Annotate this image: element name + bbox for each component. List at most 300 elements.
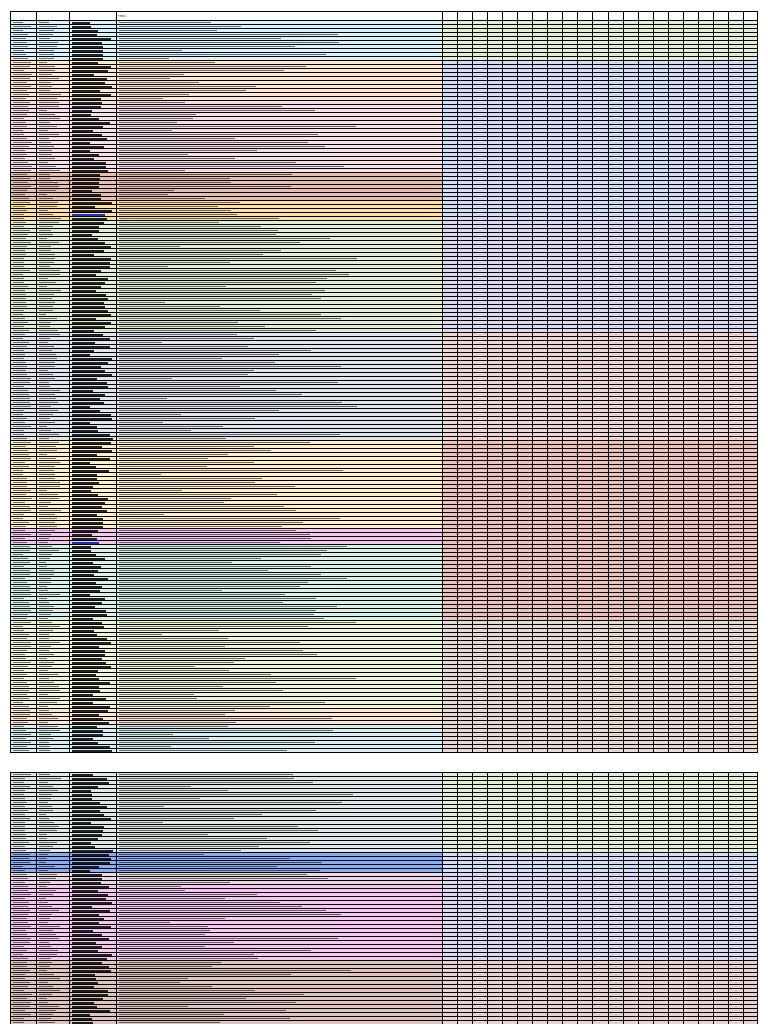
- rating-cell: [518, 241, 533, 244]
- rating-cell: [548, 417, 563, 420]
- rating-cell: [699, 261, 714, 264]
- rating-cell: [473, 113, 488, 116]
- rating-cell: [669, 421, 684, 424]
- cell-text-line: [39, 62, 47, 63]
- rating-cell: [624, 21, 639, 24]
- rating-cell: [563, 305, 578, 308]
- rating-cell: [473, 573, 488, 576]
- rating-cell: [744, 85, 758, 88]
- rating-cell: [654, 453, 669, 456]
- rating-cell: [654, 313, 669, 316]
- rating-cell: [518, 41, 533, 44]
- rating-cell: [548, 505, 563, 508]
- rating-cell: [518, 101, 533, 104]
- cell-text-line: [13, 674, 27, 675]
- cell-text-line: [13, 562, 30, 563]
- rating-cell: [458, 509, 473, 512]
- cell-text-line: [13, 190, 27, 191]
- row-description-cell: [117, 189, 443, 192]
- rating-cell: [669, 285, 684, 288]
- rating-cell: [533, 121, 548, 124]
- rating-cell: [443, 325, 458, 328]
- rating-cell: [443, 169, 458, 172]
- row-id-cell: [11, 41, 37, 44]
- cell-text-line: [39, 554, 52, 555]
- row-id-cell: [11, 597, 37, 600]
- rating-cell: [699, 385, 714, 388]
- rating-cell: [518, 625, 533, 628]
- rating-cell: [669, 401, 684, 404]
- rating-cell: [669, 129, 684, 132]
- rating-cell: [563, 405, 578, 408]
- rating-cell: [669, 85, 684, 88]
- rating-cell: [443, 301, 458, 304]
- row-description-cell: [117, 673, 443, 676]
- rating-cell: [548, 317, 563, 320]
- rating-cell: [548, 389, 563, 392]
- rating-cell: [609, 557, 624, 560]
- row-description-cell: [117, 529, 443, 532]
- row-description-cell: [117, 213, 443, 216]
- rating-cell: [684, 609, 699, 612]
- rating-cell: [624, 209, 639, 212]
- rating-cell: [729, 545, 744, 548]
- cell-text-line: [72, 566, 101, 568]
- row-function-cell: [70, 449, 117, 452]
- cell-text-line: [13, 526, 26, 527]
- rating-cell: [684, 369, 699, 372]
- rating-cell: [593, 681, 608, 684]
- rating-cell: [654, 461, 669, 464]
- rating-cell: [593, 657, 608, 660]
- cell-text-line: [13, 590, 30, 591]
- cell-text-line: [39, 206, 57, 207]
- row-description-cell: [117, 429, 443, 432]
- rating-cell: [578, 637, 593, 640]
- rating-cell: [684, 669, 699, 672]
- cell-text-line: [119, 378, 172, 379]
- rating-cell: [624, 277, 639, 280]
- rating-cell: [593, 173, 608, 176]
- rating-cell: [684, 485, 699, 488]
- cell-text-line: [39, 558, 50, 559]
- row-function-cell: [70, 465, 117, 468]
- cell-text-line: [72, 614, 107, 616]
- rating-cell: [488, 161, 503, 164]
- rating-cell: [548, 53, 563, 56]
- rating-cell: [699, 421, 714, 424]
- rating-cell: [744, 125, 758, 128]
- rating-cell: [729, 377, 744, 380]
- rating-cell: [609, 121, 624, 124]
- rating-cell: [669, 97, 684, 100]
- rating-cell: [578, 409, 593, 412]
- rating-cell: [714, 469, 729, 472]
- cell-text-line: [39, 386, 50, 387]
- cell-text-line: [72, 414, 111, 416]
- rating-cell: [669, 449, 684, 452]
- row-id-cell: [11, 665, 37, 668]
- rating-cell: [593, 101, 608, 104]
- cell-text-line: [13, 154, 27, 155]
- rating-cell: [548, 621, 563, 624]
- rating-cell: [729, 517, 744, 520]
- rating-cell: [548, 93, 563, 96]
- rating-cell: [699, 169, 714, 172]
- rating-cell: [714, 217, 729, 220]
- rating-cell: [563, 501, 578, 504]
- row-description-cell: [117, 121, 443, 124]
- rating-cell: [714, 37, 729, 40]
- cell-text-line: [72, 230, 99, 232]
- rating-cell: [609, 33, 624, 36]
- rating-cell: [684, 597, 699, 600]
- cell-text-line: [39, 434, 59, 435]
- rating-cell: [639, 41, 654, 44]
- row-description-cell: [117, 409, 443, 412]
- rating-cell: [654, 641, 669, 644]
- row-description-cell: [117, 549, 443, 552]
- row-item-cell: [37, 29, 70, 32]
- rating-cell: [744, 625, 758, 628]
- rating-cell: [593, 481, 608, 484]
- cell-text-line: [72, 174, 100, 176]
- rating-cell: [669, 281, 684, 284]
- row-function-cell: [70, 517, 117, 520]
- rating-cell: [729, 113, 744, 116]
- rating-cell: [488, 21, 503, 24]
- row-item-cell: [37, 273, 70, 276]
- rating-cell: [639, 557, 654, 560]
- rating-cell: [624, 185, 639, 188]
- rating-cell: [654, 509, 669, 512]
- rating-cell: [458, 145, 473, 148]
- rating-cell: [729, 157, 744, 160]
- rating-cell: [729, 629, 744, 632]
- rating-cell: [714, 473, 729, 476]
- rating-cell: [503, 465, 518, 468]
- rating-cell: [624, 333, 639, 336]
- cell-text-line: [72, 218, 107, 220]
- rating-cell: [443, 181, 458, 184]
- rating-cell: [699, 65, 714, 68]
- cell-text-line: [39, 478, 55, 479]
- rating-cell: [593, 445, 608, 448]
- row-description-cell: [117, 221, 443, 224]
- rating-cell: [669, 73, 684, 76]
- rating-cell: [533, 457, 548, 460]
- rating-cell: [729, 581, 744, 584]
- row-id-cell: [11, 269, 37, 272]
- rating-cell: [503, 281, 518, 284]
- cell-text-line: [119, 126, 356, 127]
- rating-cell: [684, 41, 699, 44]
- row-function-cell: [70, 241, 117, 244]
- rating-cell: [669, 65, 684, 68]
- row-item-cell: [37, 237, 70, 240]
- cell-text-line: [39, 566, 47, 567]
- rating-cell: [548, 177, 563, 180]
- cell-text-line: [39, 606, 54, 607]
- row-id-cell: [11, 61, 37, 64]
- rating-cell: [488, 325, 503, 328]
- rating-cell: [548, 405, 563, 408]
- row-description-cell: [117, 297, 443, 300]
- rating-cell: [744, 349, 758, 352]
- rating-cell: [533, 361, 548, 364]
- row-id-cell: [11, 373, 37, 376]
- row-description-cell: [117, 637, 443, 640]
- row-item-cell: [37, 645, 70, 648]
- row-description-cell: [117, 417, 443, 420]
- rating-cell: [488, 133, 503, 136]
- rating-cell: [503, 89, 518, 92]
- row-item-cell: [37, 469, 70, 472]
- rating-cell: [714, 41, 729, 44]
- cell-text-line: [39, 74, 52, 75]
- rating-cell: [473, 437, 488, 440]
- rating-cell: [548, 489, 563, 492]
- rating-cell: [684, 553, 699, 556]
- rating-cell: [699, 417, 714, 420]
- rating-cell: [609, 345, 624, 348]
- cell-text-line: [119, 646, 225, 647]
- rating-cell: [729, 53, 744, 56]
- rating-cell: [503, 321, 518, 324]
- rating-cell: [593, 105, 608, 108]
- row-id-cell: [11, 281, 37, 284]
- cell-text-line: [72, 646, 99, 648]
- rating-cell: [443, 69, 458, 72]
- rating-cell: [654, 369, 669, 372]
- rating-cell: [744, 401, 758, 404]
- rating-cell: [593, 309, 608, 312]
- cell-text-line: [13, 682, 27, 683]
- rating-cell: [669, 353, 684, 356]
- rating-cell: [533, 97, 548, 100]
- rating-cell: [548, 45, 563, 48]
- cell-text-line: [13, 422, 25, 423]
- rating-cell: [684, 181, 699, 184]
- cell-text-line: [119, 198, 205, 199]
- rating-cell: [654, 573, 669, 576]
- header-rating-cell: [624, 12, 639, 20]
- rating-cell: [624, 45, 639, 48]
- rating-cell: [488, 233, 503, 236]
- rating-cell: [473, 293, 488, 296]
- rating-cell: [578, 205, 593, 208]
- rating-cell: [714, 301, 729, 304]
- rating-cell: [458, 181, 473, 184]
- rating-cell: [578, 73, 593, 76]
- cell-text-line: [119, 270, 336, 271]
- rating-cell: [548, 49, 563, 52]
- cell-text-line: [39, 258, 55, 259]
- rating-cell: [744, 405, 758, 408]
- row-id-cell: [11, 349, 37, 352]
- rating-cell: [548, 565, 563, 568]
- cell-text-line: [119, 638, 228, 639]
- rating-cell: [458, 677, 473, 680]
- cell-text-line: [39, 650, 49, 651]
- cell-text-line: [39, 202, 58, 203]
- rating-cell: [548, 377, 563, 380]
- rating-cell: [533, 161, 548, 164]
- rating-cell: [654, 385, 669, 388]
- rating-cell: [639, 105, 654, 108]
- row-description-cell: [117, 533, 443, 536]
- row-item-cell: [37, 465, 70, 468]
- row-description-cell: [117, 253, 443, 256]
- cell-text-line: [39, 366, 55, 367]
- rating-cell: [624, 341, 639, 344]
- cell-text-line: [72, 102, 102, 104]
- row-description-cell: [117, 457, 443, 460]
- rating-cell: [443, 613, 458, 616]
- rating-cell: [503, 149, 518, 152]
- rating-cell: [473, 481, 488, 484]
- cell-text-line: [13, 106, 28, 107]
- rating-cell: [473, 173, 488, 176]
- rating-cell: [578, 233, 593, 236]
- rating-cell: [488, 473, 503, 476]
- row-function-cell: [70, 145, 117, 148]
- rating-cell: [714, 525, 729, 528]
- rating-cell: [473, 453, 488, 456]
- cell-text-line: [72, 206, 95, 208]
- rating-cell: [714, 353, 729, 356]
- rating-cell: [654, 89, 669, 92]
- rating-cell: [563, 181, 578, 184]
- rating-cell: [654, 373, 669, 376]
- rating-cell: [578, 161, 593, 164]
- rating-cell: [488, 305, 503, 308]
- row-function-cell: [70, 33, 117, 36]
- rating-cell: [563, 365, 578, 368]
- rating-cell: [699, 665, 714, 668]
- rating-cell: [578, 581, 593, 584]
- rating-cell: [533, 521, 548, 524]
- rating-cell: [518, 653, 533, 656]
- rating-cell: [654, 549, 669, 552]
- row-function-cell: [70, 29, 117, 32]
- rating-cell: [639, 405, 654, 408]
- rating-cell: [533, 105, 548, 108]
- rating-cell: [518, 397, 533, 400]
- rating-cell: [443, 53, 458, 56]
- row-description-cell: [117, 393, 443, 396]
- rating-cell: [503, 365, 518, 368]
- rating-cell: [744, 453, 758, 456]
- rating-cell: [729, 177, 744, 180]
- rating-cell: [699, 313, 714, 316]
- rating-cell: [503, 257, 518, 260]
- rating-cell: [488, 521, 503, 524]
- row-description-cell: [117, 281, 443, 284]
- cell-text-line: [39, 130, 48, 131]
- rating-cell: [503, 645, 518, 648]
- rating-cell: [578, 461, 593, 464]
- rating-cell: [729, 461, 744, 464]
- rating-cell: [714, 509, 729, 512]
- rating-cell: [684, 605, 699, 608]
- rating-cell: [669, 245, 684, 248]
- rating-cell: [503, 593, 518, 596]
- rating-cell: [639, 665, 654, 668]
- cell-text-line: [39, 346, 54, 347]
- cell-text-line: [72, 214, 105, 216]
- cell-text-line: [119, 562, 232, 563]
- cell-text-line: [39, 158, 55, 159]
- row-function-cell: [70, 221, 117, 224]
- rating-cell: [548, 661, 563, 664]
- rating-cell: [458, 105, 473, 108]
- rating-cell: [699, 653, 714, 656]
- rating-cell: [563, 413, 578, 416]
- row-function-cell: [70, 429, 117, 432]
- row-item-cell: [37, 425, 70, 428]
- rating-cell: [699, 137, 714, 140]
- row-item-cell: [37, 165, 70, 168]
- row-description-cell: [117, 261, 443, 264]
- rating-cell: [609, 381, 624, 384]
- rating-cell: [518, 557, 533, 560]
- row-item-cell: [37, 157, 70, 160]
- row-function-cell: [70, 601, 117, 604]
- rating-cell: [533, 653, 548, 656]
- rating-cell: [744, 97, 758, 100]
- rating-cell: [503, 301, 518, 304]
- rating-cell: [518, 449, 533, 452]
- rating-cell: [639, 289, 654, 292]
- rating-cell: [744, 165, 758, 168]
- rating-cell: [669, 221, 684, 224]
- rating-cell: [714, 173, 729, 176]
- rating-cell: [744, 673, 758, 676]
- rating-cell: [729, 281, 744, 284]
- rating-cell: [593, 505, 608, 508]
- cell-text-line: [39, 514, 55, 515]
- cell-text-line: [72, 674, 96, 676]
- rating-cell: [488, 281, 503, 284]
- rating-cell: [458, 669, 473, 672]
- cell-text-line: [72, 410, 100, 412]
- rating-cell: [609, 69, 624, 72]
- rating-cell: [609, 29, 624, 32]
- rating-cell: [714, 165, 729, 168]
- rating-cell: [714, 229, 729, 232]
- rating-cell: [503, 317, 518, 320]
- cell-text-line: [72, 526, 103, 528]
- row-id-cell: [11, 341, 37, 344]
- row-description-cell: [117, 101, 443, 104]
- cell-text-line: [72, 558, 105, 560]
- rating-cell: [729, 133, 744, 136]
- rating-cell: [744, 113, 758, 116]
- rating-cell: [458, 485, 473, 488]
- rating-cell: [548, 549, 563, 552]
- rating-cell: [563, 253, 578, 256]
- rating-cell: [684, 465, 699, 468]
- rating-cell: [443, 285, 458, 288]
- rating-cell: [669, 593, 684, 596]
- rating-cell: [458, 437, 473, 440]
- rating-cell: [714, 601, 729, 604]
- rating-cell: [593, 301, 608, 304]
- rating-cell: [548, 121, 563, 124]
- rating-cell: [744, 133, 758, 136]
- rating-cell: [518, 453, 533, 456]
